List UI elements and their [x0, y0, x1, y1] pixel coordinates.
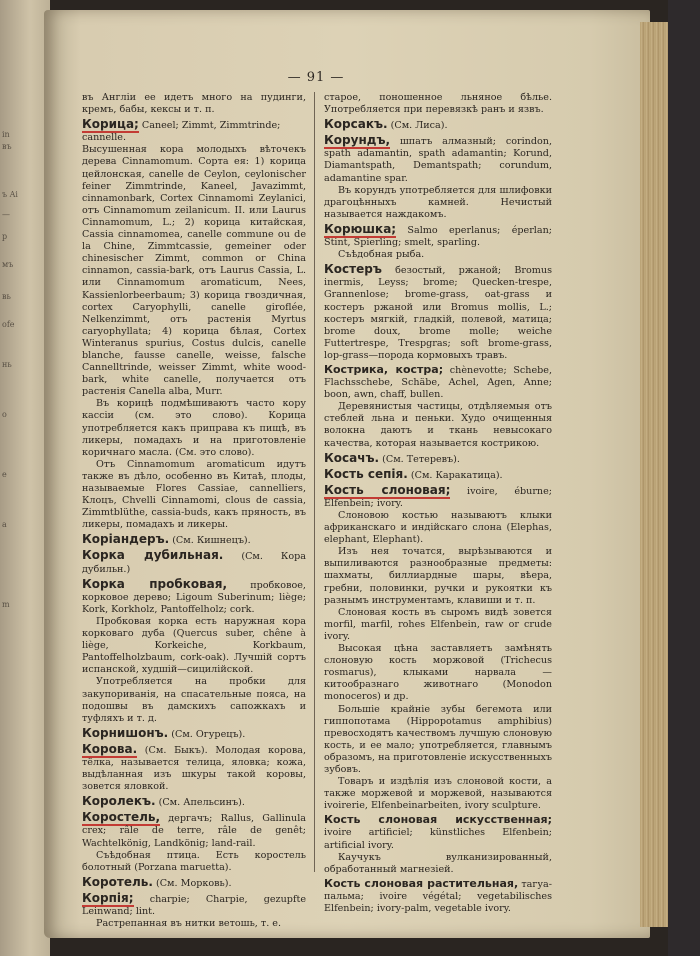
- entry-definition: (См. Тетеревъ).: [379, 453, 460, 465]
- entry-text: Высокая цѣна заставляетъ замѣнять слоновую кость моржовой (Trichecus rosmarus), клыками нарвала — китообразнаго животнаго (Monodon monoceros) и др.: [324, 643, 552, 703]
- left-column: [82, 92, 306, 930]
- dictionary-entry: [324, 878, 552, 915]
- left-page-fragment: —: [2, 210, 10, 219]
- entry-text: Растрепанная въ нитки ветошь, т. е.: [96, 918, 282, 930]
- entry-text: cannelle.: [82, 132, 126, 144]
- entry-text: Пробковая корка есть наружная кора корковаго дуба (Quercus suber, chêne à liège, Korkeiche, Korkbaum, Pantoffelholzbaum, cork-oak). Лучшій сортъ испанской, худшій—сицилійской.: [82, 615, 306, 676]
- entry-headword: Корица;: [82, 117, 139, 132]
- entry-definition: дергачъ; Rallus, Gallinula crex; râle de terre, râle de genêt; Wachtelkönig, Landkönig; land-rail.: [82, 813, 306, 849]
- entry-definition: (См. Апельсинъ).: [155, 797, 245, 809]
- entry-definition: (См. Огурецъ).: [168, 728, 246, 740]
- entry-headword: Корова.: [82, 741, 138, 756]
- dictionary-entry: [324, 364, 552, 401]
- entry-text: Съѣдобная птица. Есть коростель болотный (Porzana maruetta).: [82, 849, 306, 873]
- entry-headword: Кострика, кострa;: [324, 362, 444, 376]
- dictionary-entry: [324, 484, 552, 510]
- entry-text: въ Англіи ее идетъ много на пудинги, кремъ, бабы, кексы и т. п.: [82, 92, 306, 116]
- entry-definition: chènevotte; Schebe, Flachsschebe, Schäbe, Achel, Agen, Anne; boon, awn, chaff, bullen.: [324, 364, 552, 401]
- dictionary-entry: [324, 223, 552, 249]
- dictionary-entry: [82, 118, 306, 132]
- entry-headword: Корсакъ.: [324, 117, 388, 132]
- entry-headword: Кость сепія.: [324, 466, 408, 481]
- entry-definition: charpie; Charpie, gezupfte Leinwand; lint.: [82, 893, 306, 917]
- entry-headword: Корка пробковая,: [82, 576, 228, 591]
- left-page-fragment: р: [2, 232, 8, 241]
- entry-headword: Корнишонъ.: [82, 725, 169, 740]
- left-page-fragment: ofe: [2, 320, 15, 329]
- entry-definition: тагуа-пальма; ivoire végétal; vegetabilisches Elfenbein; ivory-palm, vegetable ivory.: [324, 878, 552, 914]
- entry-text: Употребляется на пробки для закупориванія, на спасательные пояса, на подошвы въ дамскихъ сапожкахъ и туфляхъ и т. д.: [82, 676, 306, 724]
- entry-definition: Caneel; Zimmt, Zimmtrinde;: [138, 120, 281, 132]
- entry-definition: (См. Кишнецъ).: [169, 535, 251, 547]
- dictionary-entry: [324, 134, 552, 184]
- entry-text: Высушенная кора молодыхъ вѣточекъ дерева Cinnamomum. Сорта ея: 1) корица цейлонская, canelle de Ceylon, ceylonischer feiner Zimmtrinde, Kaneel, Javazimmt, cinnamonbark, Cortex Cinnamomi Zeylanici, отъ Cinnamomum zeilanicum. II. или Laurus Cinnamomum, L.; 2) корица китайская, Cassia cinnamomea, canelle commune ou de la Chine, Zimmtcassie, gemeiner oder chinesischer Zimmt, common or China cinnamon, cassia-bark, отъ Laurus Cassia, L. или Cinnamomum aromaticum, Nees, Kassienlorbeerbaum; 3) корица гвоздичная, cortex Caryophylli, canelle giroflée, Nelkenzimmt, отъ растенія Myrtus caryophyllata; 4) корица бѣлая, Cortex Winteranus spurius, Costus dulcis, canelle blanche, fausse canelle, weisse, falsche Cannelltrinde, weisser Zimmt, white wood-bark, white canelle, получается отъ растенія Canella alba, Murr.: [82, 144, 306, 398]
- entry-headword: Королекъ.: [82, 794, 156, 809]
- left-page-fragment: in: [2, 130, 10, 139]
- entry-headword: Костеръ: [324, 262, 382, 277]
- left-page-fragment: а: [2, 520, 7, 529]
- entry-text: Слоновою костью называютъ клыки африканскаго и индійскаго слона (Elephas, elephant, Elephant).: [324, 510, 552, 546]
- entry-definition: (См. Каракатица).: [407, 469, 503, 481]
- entry-text: Товаръ и издѣлія изъ слоновой кости, а также моржевой и моржевой, называются ivoirerie, Elfenbeinarbeiten, ivory sculpture.: [324, 776, 552, 812]
- entry-definition: Salmo eperlanus; éperlan; Stint, Spierling; smelt, sparling.: [324, 224, 552, 249]
- entry-definition: ivoire artificiel; künstliches Elfenbein; artificial ivory.: [324, 827, 552, 851]
- entry-text: Отъ Cinnamomum aromaticum идутъ также въ дѣло, особенно въ Китаѣ, плоды, называемые Flores Cassiae, cannelliers, Клоцъ, Chvelli Cinnamomi, clous de cassia, Zimmtblüthe, cassia-buds, какъ пряность, въ ликеры, помадахъ и ликеры.: [82, 458, 306, 531]
- entry-text: Изъ нея точатся, вырѣзываются и выпиливаются разнообразные предметы: шахматы, биллиардные шары, вѣера, гребни, половинки, ручки и рукоятки къ разнымъ инструментамъ, клавиши и т. п.: [324, 546, 552, 606]
- entry-definition: безостый, ржаной; Bromus inermis, Leyss; brome; Quecken-trespe, Grannenlose; brome-grass, oat-grass и костеръ ржаной или Bromus mollis, L.; костеръ мягкій, гладкій, полевой, матица; brome doux, brome molle; weiche Futtertrespe, Trespgras; soft brome-grass, lop-grass—порода кормовыхъ травъ.: [324, 265, 552, 361]
- dictionary-entry: [82, 811, 306, 849]
- entry-definition: (См. Морковь).: [152, 877, 232, 889]
- entry-headword: Коріандеръ.: [82, 532, 170, 547]
- left-page-fragment: m: [2, 600, 10, 609]
- dictionary-entry: [324, 263, 552, 362]
- right-column: [324, 92, 552, 915]
- entry-text: Слоновая кость въ сыромъ видѣ зовется morfil, marfil, rohes Elfenbein, raw or crude ivory.: [324, 606, 552, 642]
- left-page-fragment: мъ: [2, 260, 14, 269]
- entry-headword: Корпія;: [82, 890, 134, 905]
- book-cover: [668, 0, 700, 956]
- entry-text: Съѣдобная рыба.: [338, 249, 425, 261]
- dictionary-entry: [82, 876, 306, 890]
- entry-headword: Кость слоновая растительная,: [324, 876, 519, 890]
- page-number: — 91 —: [287, 70, 345, 85]
- dictionary-entry: [324, 118, 552, 132]
- entry-definition: (См. Лиса).: [387, 120, 448, 132]
- column-divider: [314, 92, 315, 872]
- entry-headword: Коротель.: [82, 874, 153, 889]
- entry-headword: Кость слоновая искусственная;: [324, 813, 552, 827]
- dictionary-entry: [82, 795, 306, 809]
- left-page-fragment: вь: [2, 292, 11, 301]
- dictionary-entry: [324, 468, 552, 482]
- entry-headword: Косачъ.: [324, 450, 380, 465]
- entry-text: Въ корицѣ подмѣшиваютъ часто кору кассіи (см. это слово). Корица употребляется какъ приправа къ пищѣ, въ ликеры, помадахъ и на приготовленіе коричнаго масла. (См. это слово).: [82, 398, 306, 458]
- dictionary-entry: [82, 549, 306, 575]
- entry-headword: Корка дубильная.: [82, 548, 224, 563]
- left-page-fragment: e: [2, 470, 7, 479]
- dictionary-entry: [82, 533, 306, 547]
- entry-headword: Корюшка;: [324, 221, 397, 236]
- left-page-fragment: нь: [2, 360, 12, 369]
- left-page-fragment: ъ Ai: [2, 190, 18, 199]
- entry-text: Деревянистыя частицы, отдѣляемыя отъ стеблей льна и пеньки. Худо очищенныя волокна даютъ и ткань невысокаго качества, которая называется кострикою.: [324, 401, 552, 449]
- dictionary-entry: [324, 814, 552, 851]
- dictionary-entry: [82, 743, 306, 793]
- left-page-edge: [0, 0, 50, 956]
- entry-definition: (См. Быкъ). Молодая корова, тёлка, называется телица, яловка; кожа, выдѣланная изъ шкуры такой коровы, зовется яловкой.: [82, 744, 306, 793]
- entry-headword: Корундъ,: [324, 133, 391, 148]
- entry-text: старое, поношенное льняное бѣлье. Употребляется при перевязкѣ ранъ и язвъ.: [324, 92, 552, 116]
- entry-definition: пробковое, корковое дерево; Ligoum Suberinum; liège; Kork, Korkholz, Pantoffelholz; cork.: [82, 579, 306, 615]
- entry-text: Большіе крайніе зубы бегемота или гиппопотама (Hippopotamus amphibius) превосходятъ качествомъ лучшую слоновую кость, и ее мало; употребляется, главнымъ образомъ, на приготовленіе искусственныхъ зубовъ.: [324, 703, 552, 775]
- entry-definition: (См. Кора дубильн.): [82, 551, 306, 575]
- left-page-fragment: о: [2, 410, 7, 419]
- dictionary-entry: [324, 452, 552, 466]
- entry-text: Въ корундъ употребляется для шлифовки драгоцѣнныхъ камней. Нечистый называется наждакомъ.: [324, 184, 552, 220]
- dictionary-entry: [82, 727, 306, 741]
- left-page-fragment: въ: [2, 142, 12, 151]
- dictionary-entry: [82, 578, 306, 616]
- entry-definition: ivoire, éburne; Elfenbein; ivory.: [324, 485, 553, 509]
- entry-headword: Кость слоновая;: [324, 482, 451, 497]
- entry-headword: Коростель,: [82, 810, 161, 825]
- entry-definition: шпатъ алмазный; corindon, spath adamantin, spath adamantin; Korund, Diamantspath, Demantspath; corundum, adamantine spar.: [324, 136, 552, 184]
- dictionary-entry: [82, 892, 306, 918]
- entry-text: Каучукъ вулканизированный, обработанный магнезіей.: [324, 851, 552, 875]
